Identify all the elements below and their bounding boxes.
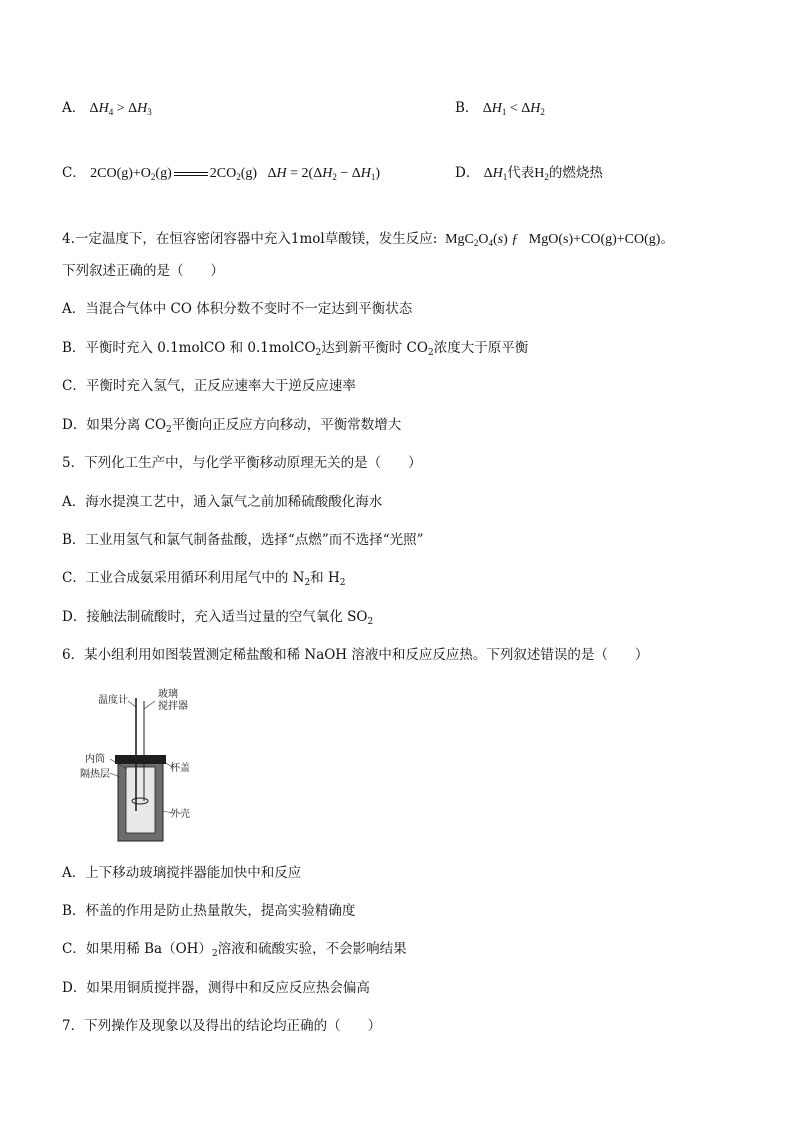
q4-b-part3: 浓度大于原平衡 bbox=[433, 340, 529, 356]
q6-option-c: C．如果用稀 $Ba(OH)_2$溶液和硫酸实验，不会影响结果 bbox=[62, 941, 407, 959]
q4-stem: 4.一定温度下，在恒容密闭容器中充入1mol草酸镁，发生反应: $MgC_2O_4(s)$ ƒ MgO(s)+CO(g)+CO(g)。 bbox=[62, 231, 674, 248]
q4-option-c: C．平衡时充入氢气，正反应速率大于逆反应速率 bbox=[62, 378, 356, 394]
q3-option-a bbox=[62, 98, 152, 119]
q3-option-c bbox=[62, 163, 380, 184]
q5-option-c: C．工业合成氨采用循环利用尾气中的 $N_2$和 $H_2$ bbox=[62, 570, 346, 588]
q4-stem2: 下列叙述正确的是（ ） bbox=[62, 263, 224, 279]
q5-stem: 5．下列化工生产中，与化学平衡移动原理无关的是（ ） bbox=[62, 455, 422, 471]
q5-d-part1: D．接触法制硫酸时，充入适当过量的空气氧化 SO bbox=[62, 609, 368, 625]
q4-d-part2: 平衡向正反应方向移动，平衡常数增大 bbox=[171, 417, 402, 433]
calorimeter-figure bbox=[60, 683, 210, 848]
d-text: 代表 bbox=[507, 165, 535, 181]
option-letter: B． bbox=[455, 100, 479, 116]
label-thermometer: 温度计 bbox=[98, 695, 128, 706]
h2-formula: $H_2$ bbox=[534, 166, 549, 182]
q4-stem-text: 4.一定温度下，在恒容密闭容器中充入1mol草酸镁，发生反应: bbox=[62, 231, 438, 247]
q7-stem: 7．下列操作及现象以及得出的结论均正确的（ ） bbox=[62, 1018, 382, 1034]
option-letter: C． bbox=[62, 165, 86, 181]
q6-option-d: D．如果用铜质搅拌器，测得中和反应反应热会偏高 bbox=[62, 980, 370, 996]
q6-option-b: B．杯盖的作用是防止热量散失，提高实验精确度 bbox=[62, 903, 356, 919]
leader-line bbox=[144, 701, 155, 709]
q3-option-b bbox=[455, 98, 545, 119]
q5-option-b: B．工业用氢气和氯气制备盐酸，选择“点燃”而不选择“光照” bbox=[62, 532, 424, 548]
delta-h1-lt-delta-h2: $\Delta H_1 < \Delta H_2$ bbox=[482, 101, 545, 117]
q6-option-a: A．上下移动玻璃搅拌器能加快中和反应 bbox=[62, 865, 302, 881]
q6-c-part2: 溶液和硫酸实验，不会影响结果 bbox=[217, 941, 407, 957]
combustion-equation: $2CO(g)+O_2(g)$ $2CO_2(g) \Delta H = 2(\Delta H_2 - \Delta H_1)$ bbox=[90, 166, 381, 182]
label-inner-cup: 内筒 bbox=[85, 754, 105, 765]
q4-d-part1: D．如果分离 CO bbox=[62, 417, 167, 433]
equation-left: 2CO(g)+O bbox=[90, 166, 151, 181]
d-text2: 的燃烧热 bbox=[548, 165, 603, 181]
q3-option-d bbox=[455, 163, 603, 184]
q6-stem: 6．某小组利用如图装置测定稀盐酸和稀 NaOH 溶液中和反应反应热。下列叙述错误的是（ ） bbox=[62, 647, 649, 663]
label-insulation: 隔热层 bbox=[80, 769, 110, 780]
q5-option-a: A．海水提溴工艺中，通入氯气之前加稀硫酸酸化海水 bbox=[62, 494, 383, 510]
leader-line bbox=[128, 701, 136, 707]
q4-b-part1: B．平衡时充入 0.1molCO 和 0.1molCO bbox=[62, 340, 316, 356]
delta-h4-gt-delta-h3: $\Delta H_4 > \Delta H_3$ bbox=[89, 101, 152, 117]
q4-option-a: A．当混合气体中 CO 体积分数不变时不一定达到平衡状态 bbox=[62, 301, 413, 317]
q4-b-part2: 达到新平衡时 CO bbox=[321, 340, 428, 356]
q4-option-b: B．平衡时充入 0.1molCO 和 0.1molCO$_2$达到新平衡时 $CO_2$浓度大于原平衡 bbox=[62, 340, 529, 358]
label-lid: 杯盖 bbox=[170, 763, 190, 774]
q4-option-d: D．如果分离 $CO_2$平衡向正反应方向移动，平衡常数增大 bbox=[62, 417, 402, 435]
label-stirrer: 搅拌器 bbox=[158, 701, 188, 712]
equation-arrow bbox=[174, 172, 208, 176]
lid-shape bbox=[115, 755, 166, 764]
option-letter: D． bbox=[455, 165, 480, 181]
calorimeter-diagram bbox=[60, 683, 210, 848]
q5-c-part1: C．工业合成氨采用循环利用尾气中的 N bbox=[62, 570, 305, 586]
q6-c-part1: C．如果用稀 Ba（OH） bbox=[62, 941, 212, 957]
q4-reaction: $MgC_2O_4(s)$ ƒ MgO(s)+CO(g)+CO(g) bbox=[441, 232, 661, 248]
delta-h1: $\Delta H_1$ bbox=[483, 166, 508, 182]
option-letter: A． bbox=[62, 100, 86, 116]
q5-option-d: D．接触法制硫酸时，充入适当过量的空气氧化 $SO_2$ bbox=[62, 609, 374, 627]
label-shell: 外壳 bbox=[170, 809, 190, 820]
inner-cup-shape bbox=[126, 767, 155, 833]
q5-c-part2: 和 H bbox=[310, 570, 340, 586]
label-glass: 玻璃 bbox=[158, 689, 178, 700]
